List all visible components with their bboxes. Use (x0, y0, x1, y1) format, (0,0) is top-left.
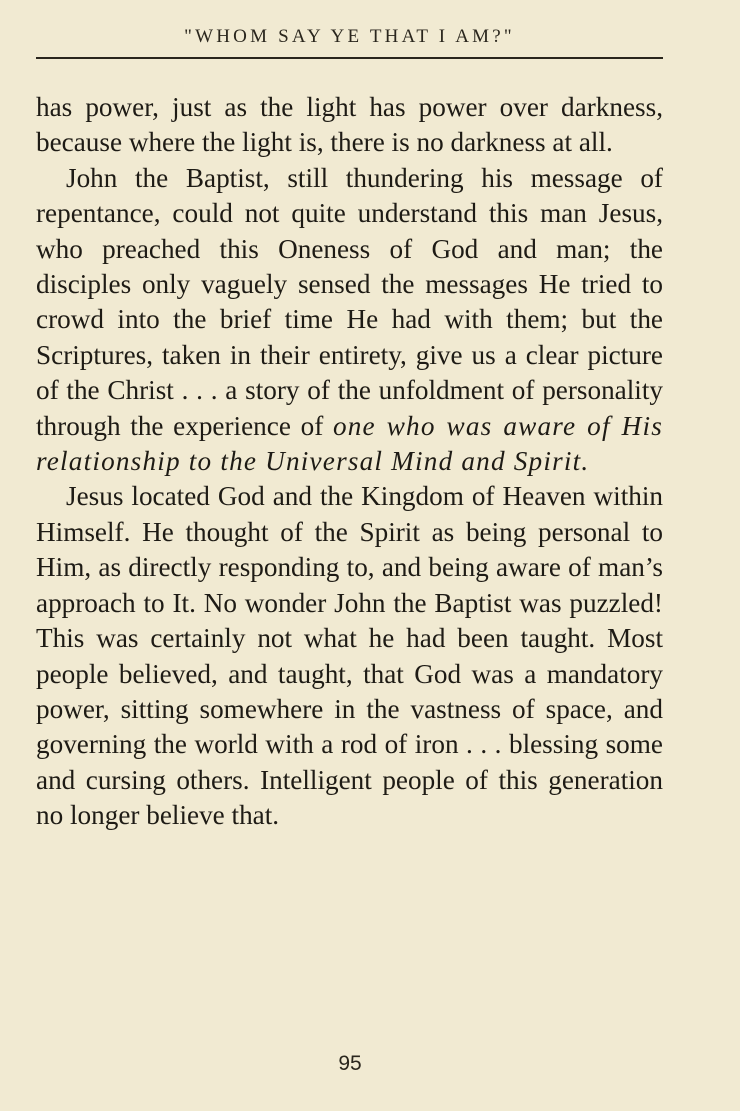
paragraph-2 (36, 161, 663, 480)
paragraph-1: has power, just as the light has power over darkness, because where the light is, there is no darkness at all. (36, 92, 663, 158)
paragraph-2-emphasis: one who was aware of His relationship to the Universal Mind and Spirit. (36, 410, 663, 477)
paragraph-2-text: John the Baptist, still thundering his message of repentance, could not quite understand this man Jesus, who preached this Oneness of God and man; the disciples only vaguely sensed the messages He tried to crowd into the brief time He had with them; but the Scriptures, taken in their entirety, give us a clear picture of the Christ . . . a story of the unfoldment of personality through the experience of (36, 162, 663, 441)
paragraph-3: Jesus located God and the Kingdom of Heaven within Himself. He thought of the Spirit as being personal to Him, as directly responding to, and being aware of man’s approach to It. No wonder John the Baptist was puzzled! This was certainly not what he had been taught. Most people believed, and taught, that God was a mandatory power, sitting somewhere in the vastness of space, and governing the world with a rod of iron . . . blessing some and cursing others. Intelligent people of this generation no longer believe that. (36, 481, 663, 831)
header-rule (36, 57, 663, 59)
running-head: "WHOM SAY YE THAT I AM?" (184, 26, 515, 47)
body-text (36, 90, 663, 834)
page-number: 95 (338, 1052, 362, 1075)
